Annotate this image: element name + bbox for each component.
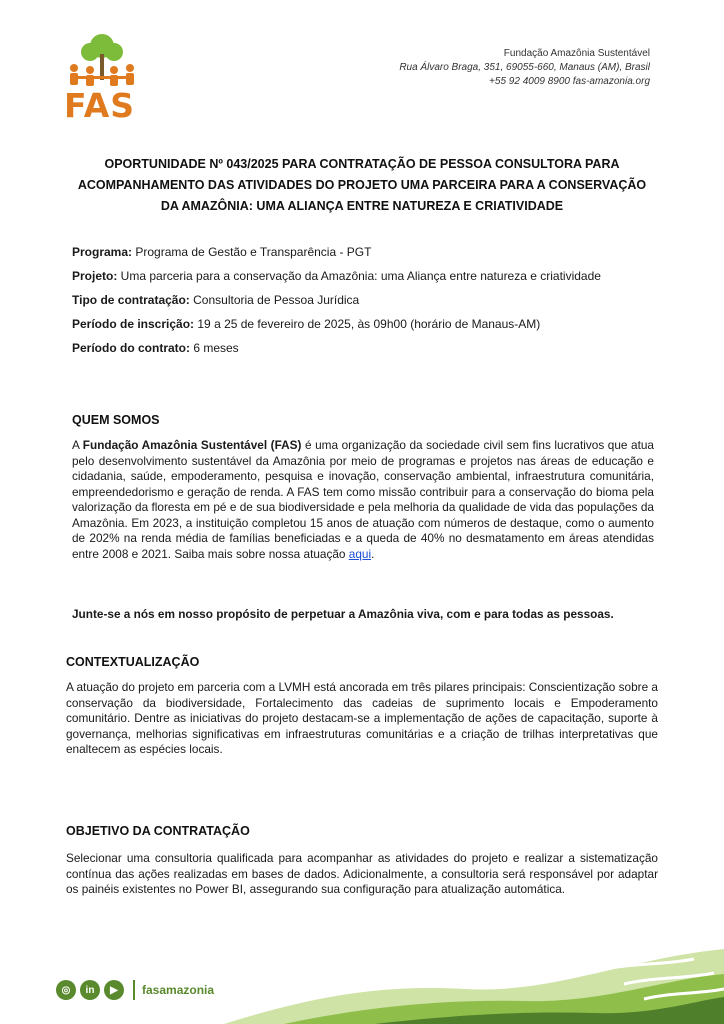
- instagram-icon[interactable]: ◎: [56, 980, 76, 1000]
- contextualizacao-paragraph: A atuação do projeto em parceria com a LVMH está ancorada em três pilares principais: Conscientização sobre a conservação da biodiversidade, Fortalecimento das cadeias de suprimento locais e Empoderamento comunitário. Dentre as iniciativas do projeto destacam-se a implementação de ações de capacitação, suporte à governança, melhorias significativas em infraestruturas comunitárias e a criação de trilhas interpretativas que enaltecem as espécies locais.: [66, 680, 658, 756]
- quem-somos-heading: QUEM SOMOS: [72, 413, 160, 427]
- document-title: [62, 154, 662, 217]
- projeto-row: Projeto: Uma parceria para a conservação da Amazônia: uma Aliança entre natureza e criatividade: [72, 269, 601, 283]
- title-line: ACOMPANHAMENTO DAS ATIVIDADES DO PROJETO UMA PARCEIRA PARA A CONSERVAÇÃO: [77, 178, 647, 192]
- title-line: DA AMAZÔNIA: UMA ALIANÇA ENTRE NATUREZA E CRIATIVIDADE: [160, 199, 564, 213]
- youtube-icon[interactable]: ▶: [104, 980, 124, 1000]
- title-line: OPORTUNIDADE Nº 043/2025 PARA CONTRATAÇÃO DE PESSOA CONSULTORA PARA: [104, 157, 620, 171]
- contextualizacao-heading: CONTEXTUALIZAÇÃO: [66, 655, 200, 669]
- objetivo-paragraph: Selecionar uma consultoria qualificada para acompanhar as atividades do projeto e realizar a sistematização contínua das ações realizadas em bases de dados. Adicionalmente, a consultoria será responsável por adaptar os painéis existentes no Power BI, assegurando sua configuração para atualização automática.: [66, 851, 658, 896]
- footer-divider: [133, 980, 135, 1000]
- learn-more-link[interactable]: aqui: [348, 546, 372, 561]
- objetivo-heading: OBJETIVO DA CONTRATAÇÃO: [66, 824, 250, 838]
- programa-row: Programa: Programa de Gestão e Transparência - PGT: [72, 245, 372, 259]
- social-links: [56, 980, 124, 1000]
- org-header: [399, 47, 650, 89]
- linkedin-icon[interactable]: in: [80, 980, 100, 1000]
- contrato-row: Período do contrato: 6 meses: [72, 341, 239, 355]
- forest-wave-decoration: [224, 929, 724, 1024]
- inscricao-row: Período de inscrição: 19 a 25 de fevereiro de 2025, às 09h00 (horário de Manaus-AM): [72, 317, 541, 331]
- org-contact: +55 92 4009 8900 fas-amazonia.org: [489, 76, 650, 87]
- quem-somos-paragraph: A Fundação Amazônia Sustentável (FAS) é uma organização da sociedade civil sem fins lucrativos que atua pelo desenvolvimento sustentável da Amazônia por meio de programas e projetos nas áreas de educação e cidadania, saúde, empoderamento, pesquisa e inovação, conservação ambiental, infraestrutura comunitária, empreendedorismo e geração de renda. A FAS tem como missão contribuir para a conservação do bioma pela valorização da floresta em pé e de sua biodiversidade e pela melhoria da qualidade de vida das populações da Amazônia. Em 2023, a instituição completou 15 anos de atuação com números de destaque, como o aumento de 202% na renda média de famílias beneficiadas e a queda de 40% no desmatamento em áreas atendidas entre 2008 e 2021. Saiba mais sobre nossa atuação aqui.: [72, 438, 654, 561]
- org-address: Rua Álvaro Braga, 351, 69055-660, Manaus (AM), Brasil: [399, 62, 650, 73]
- opportunity-details: [72, 240, 662, 360]
- org-name: Fundação Amazônia Sustentável: [503, 48, 650, 59]
- tipo-row: Tipo de contratação: Consultoria de Pessoa Jurídica: [72, 293, 360, 307]
- social-handle: fasamazonia: [142, 983, 215, 997]
- tagline: Junte-se a nós em nosso propósito de perpetuar a Amazônia viva, com e para todas as pessoas.: [72, 607, 614, 621]
- logo-wordmark: FAS: [64, 86, 136, 125]
